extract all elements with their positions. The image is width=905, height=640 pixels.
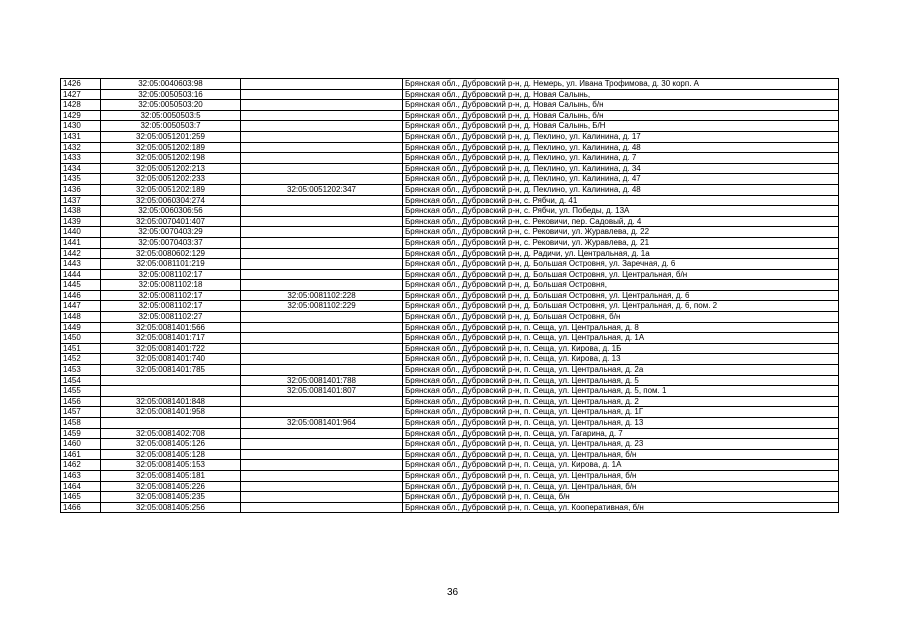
address-cell: Брянская обл., Дубровский р-н, с. Рековичи, пер. Садовый, д. 4 (403, 216, 839, 227)
related-cadastral-number-cell (241, 248, 403, 259)
cadastral-number-cell: 32:05:0081405:126 (101, 439, 241, 450)
table-row (61, 79, 839, 90)
table-row (61, 259, 839, 270)
address-cell: Брянская обл., Дубровский р-н, п. Сеща, ул. Центральная, д. 1Г (403, 407, 839, 418)
cadastral-number-cell: 32:05:0051202:198 (101, 153, 241, 164)
address-cell: Брянская обл., Дубровский р-н, п. Сеща, б/н (403, 492, 839, 503)
table-row (61, 280, 839, 291)
related-cadastral-number-cell: 32:05:0081102:228 (241, 290, 403, 301)
address-cell: Брянская обл., Дубровский р-н, с. Рековичи, ул. Журавлева, д. 21 (403, 237, 839, 248)
table-row (61, 407, 839, 418)
related-cadastral-number-cell (241, 449, 403, 460)
row-number-cell: 1466 (61, 502, 101, 513)
related-cadastral-number-cell (241, 163, 403, 174)
row-number-cell: 1436 (61, 184, 101, 195)
address-cell: Брянская обл., Дубровский р-н, п. Сеща, ул. Центральная, д. 5, пом. 1 (403, 386, 839, 397)
row-number-cell: 1441 (61, 237, 101, 248)
related-cadastral-number-cell (241, 237, 403, 248)
related-cadastral-number-cell (241, 121, 403, 132)
address-cell: Брянская обл., Дубровский р-н, п. Сеща, ул. Кирова, д. 1А (403, 460, 839, 471)
address-cell: Брянская обл., Дубровский р-н, п. Сеща, ул. Центральная, б/н (403, 481, 839, 492)
address-cell: Брянская обл., Дубровский р-н, с. Рябчи, д. 41 (403, 195, 839, 206)
cadastral-number-cell: 32:05:0050503:16 (101, 89, 241, 100)
table-row (61, 131, 839, 142)
related-cadastral-number-cell: 32:05:0051202:347 (241, 184, 403, 195)
cadastral-number-cell: 32:05:0070403:29 (101, 227, 241, 238)
row-number-cell: 1447 (61, 301, 101, 312)
address-cell: Брянская обл., Дубровский р-н, д. Немерь, ул. Ивана Трофимова, д. 30 корп. А (403, 79, 839, 90)
cadastral-number-cell: 32:05:0040603:98 (101, 79, 241, 90)
row-number-cell: 1445 (61, 280, 101, 291)
table-row (61, 386, 839, 397)
row-number-cell: 1427 (61, 89, 101, 100)
address-cell: Брянская обл., Дубровский р-н, д. Большая Островня, ул. Центральная, д. 6, пом. 2 (403, 301, 839, 312)
related-cadastral-number-cell (241, 481, 403, 492)
table-row (61, 481, 839, 492)
related-cadastral-number-cell (241, 439, 403, 450)
cadastral-number-cell: 32:05:0051202:233 (101, 174, 241, 185)
table-row (61, 449, 839, 460)
cadastral-number-cell (101, 375, 241, 386)
related-cadastral-number-cell (241, 343, 403, 354)
address-cell: Брянская обл., Дубровский р-н, п. Сеща, ул. Гагарина, д. 7 (403, 428, 839, 439)
table-row (61, 470, 839, 481)
row-number-cell: 1459 (61, 428, 101, 439)
address-cell: Брянская обл., Дубровский р-н, д. Новая Салынь, Б/Н (403, 121, 839, 132)
related-cadastral-number-cell (241, 89, 403, 100)
related-cadastral-number-cell (241, 153, 403, 164)
cadastral-number-cell: 32:05:0081405:153 (101, 460, 241, 471)
row-number-cell: 1455 (61, 386, 101, 397)
cadastral-number-cell: 32:05:0051202:213 (101, 163, 241, 174)
related-cadastral-number-cell (241, 322, 403, 333)
related-cadastral-number-cell (241, 142, 403, 153)
table-row (61, 121, 839, 132)
table-row (61, 418, 839, 429)
table-row (61, 195, 839, 206)
address-cell: Брянская обл., Дубровский р-н, д. Новая Салынь, б/н (403, 100, 839, 111)
address-cell: Брянская обл., Дубровский р-н, д. Большая Островня, (403, 280, 839, 291)
related-cadastral-number-cell (241, 365, 403, 376)
related-cadastral-number-cell (241, 396, 403, 407)
cadastral-number-cell: 32:05:0081102:17 (101, 269, 241, 280)
table-row (61, 153, 839, 164)
cadastral-number-cell: 32:05:0081405:235 (101, 492, 241, 503)
related-cadastral-number-cell (241, 100, 403, 111)
address-cell: Брянская обл., Дубровский р-н, п. Сеща, ул. Центральная, д. 8 (403, 322, 839, 333)
table-row (61, 227, 839, 238)
related-cadastral-number-cell (241, 428, 403, 439)
address-cell: Брянская обл., Дубровский р-н, д. Пеклино, ул. Калинина, д. 7 (403, 153, 839, 164)
address-cell: Брянская обл., Дубровский р-н, п. Сеща, ул. Центральная, д. 13 (403, 418, 839, 429)
row-number-cell: 1452 (61, 354, 101, 365)
related-cadastral-number-cell: 32:05:0081401:788 (241, 375, 403, 386)
related-cadastral-number-cell (241, 502, 403, 513)
address-cell: Брянская обл., Дубровский р-н, д. Пеклино, ул. Калинина, д. 48 (403, 184, 839, 195)
cadastral-number-cell: 32:05:0051202:189 (101, 184, 241, 195)
page-number: 36 (446, 587, 459, 598)
row-number-cell: 1437 (61, 195, 101, 206)
row-number-cell: 1464 (61, 481, 101, 492)
address-cell: Брянская обл., Дубровский р-н, с. Рековичи, ул. Журавлева, д. 22 (403, 227, 839, 238)
cadastral-number-cell: 32:05:0051201:259 (101, 131, 241, 142)
cadastral-number-cell: 32:05:0050503:5 (101, 110, 241, 121)
address-cell: Брянская обл., Дубровский р-н, с. Рябчи, ул. Победы, д. 13А (403, 206, 839, 217)
table-row (61, 312, 839, 323)
table-row (61, 502, 839, 513)
row-number-cell: 1444 (61, 269, 101, 280)
cadastral-number-cell: 32:05:0060304:274 (101, 195, 241, 206)
table-row (61, 492, 839, 503)
address-cell: Брянская обл., Дубровский р-н, д. Большая Островня, ул. Заречная, д. 6 (403, 259, 839, 270)
cadastral-number-cell: 32:05:0081401:848 (101, 396, 241, 407)
related-cadastral-number-cell (241, 312, 403, 323)
row-number-cell: 1448 (61, 312, 101, 323)
row-number-cell: 1431 (61, 131, 101, 142)
row-number-cell: 1454 (61, 375, 101, 386)
related-cadastral-number-cell (241, 407, 403, 418)
address-cell: Брянская обл., Дубровский р-н, д. Пеклино, ул. Калинина, д. 47 (403, 174, 839, 185)
related-cadastral-number-cell (241, 79, 403, 90)
related-cadastral-number-cell (241, 174, 403, 185)
table-row (61, 237, 839, 248)
table-row (61, 163, 839, 174)
table-row (61, 354, 839, 365)
cadastral-number-cell: 32:05:0081102:27 (101, 312, 241, 323)
cadastral-number-cell: 32:05:0050503:20 (101, 100, 241, 111)
row-number-cell: 1433 (61, 153, 101, 164)
row-number-cell: 1462 (61, 460, 101, 471)
row-number-cell: 1461 (61, 449, 101, 460)
row-number-cell: 1435 (61, 174, 101, 185)
related-cadastral-number-cell (241, 269, 403, 280)
row-number-cell: 1457 (61, 407, 101, 418)
related-cadastral-number-cell (241, 195, 403, 206)
row-number-cell: 1449 (61, 322, 101, 333)
cadastral-number-cell: 32:05:0081101:219 (101, 259, 241, 270)
related-cadastral-number-cell (241, 280, 403, 291)
address-cell: Брянская обл., Дубровский р-н, п. Сеща, ул. Кооперативная, б/н (403, 502, 839, 513)
table-row (61, 89, 839, 100)
cadastral-number-cell: 32:05:0070401:407 (101, 216, 241, 227)
cadastral-number-cell (101, 418, 241, 429)
cadastral-number-cell: 32:05:0081401:566 (101, 322, 241, 333)
address-cell: Брянская обл., Дубровский р-н, п. Сеща, ул. Кирова, д. 1Б (403, 343, 839, 354)
row-number-cell: 1442 (61, 248, 101, 259)
address-cell: Брянская обл., Дубровский р-н, д. Новая Салынь, (403, 89, 839, 100)
cadastral-number-cell: 32:05:0081102:18 (101, 280, 241, 291)
address-cell: Брянская обл., Дубровский р-н, д. Большая Островня, б/н (403, 312, 839, 323)
related-cadastral-number-cell (241, 492, 403, 503)
row-number-cell: 1432 (61, 142, 101, 153)
related-cadastral-number-cell (241, 227, 403, 238)
table-row (61, 206, 839, 217)
row-number-cell: 1465 (61, 492, 101, 503)
table-row (61, 322, 839, 333)
cadastral-number-cell: 32:05:0081102:17 (101, 301, 241, 312)
row-number-cell: 1426 (61, 79, 101, 90)
cadastral-number-cell: 32:05:0081405:181 (101, 470, 241, 481)
address-cell: Брянская обл., Дубровский р-н, д. Большая Островня, ул. Центральная, д. 6 (403, 290, 839, 301)
cadastral-number-cell: 32:05:0081405:128 (101, 449, 241, 460)
cadastral-number-cell (101, 386, 241, 397)
row-number-cell: 1453 (61, 365, 101, 376)
related-cadastral-number-cell: 32:05:0081401:964 (241, 418, 403, 429)
related-cadastral-number-cell (241, 216, 403, 227)
cadastral-number-cell: 32:05:0050503:7 (101, 121, 241, 132)
address-cell: Брянская обл., Дубровский р-н, д. Пеклино, ул. Калинина, д. 34 (403, 163, 839, 174)
row-number-cell: 1428 (61, 100, 101, 111)
registry-table (60, 78, 839, 513)
table-row (61, 142, 839, 153)
table-row (61, 100, 839, 111)
table-row (61, 248, 839, 259)
cadastral-number-cell: 32:05:0081401:722 (101, 343, 241, 354)
table-row (61, 439, 839, 450)
cadastral-number-cell: 32:05:0081405:256 (101, 502, 241, 513)
cadastral-number-cell: 32:05:0060306:56 (101, 206, 241, 217)
row-number-cell: 1434 (61, 163, 101, 174)
address-cell: Брянская обл., Дубровский р-н, д. Пеклино, ул. Калинина, д. 17 (403, 131, 839, 142)
cadastral-number-cell: 32:05:0081102:17 (101, 290, 241, 301)
table-row (61, 396, 839, 407)
address-cell: Брянская обл., Дубровский р-н, п. Сеща, ул. Центральная, б/н (403, 470, 839, 481)
address-cell: Брянская обл., Дубровский р-н, п. Сеща, ул. Кирова, д. 13 (403, 354, 839, 365)
address-cell: Брянская обл., Дубровский р-н, д. Пеклино, ул. Калинина, д. 48 (403, 142, 839, 153)
address-cell: Брянская обл., Дубровский р-н, д. Радичи, ул. Центральная, д. 1а (403, 248, 839, 259)
table-row (61, 333, 839, 344)
table-row (61, 269, 839, 280)
cadastral-number-cell: 32:05:0081405:226 (101, 481, 241, 492)
row-number-cell: 1450 (61, 333, 101, 344)
cadastral-number-cell: 32:05:0051202:189 (101, 142, 241, 153)
related-cadastral-number-cell (241, 460, 403, 471)
table-row (61, 365, 839, 376)
table-row (61, 184, 839, 195)
row-number-cell: 1456 (61, 396, 101, 407)
cadastral-number-cell: 32:05:0081401:785 (101, 365, 241, 376)
cadastral-number-cell: 32:05:0081401:740 (101, 354, 241, 365)
row-number-cell: 1458 (61, 418, 101, 429)
row-number-cell: 1451 (61, 343, 101, 354)
table-row (61, 460, 839, 471)
related-cadastral-number-cell (241, 333, 403, 344)
cadastral-number-cell: 32:05:0070403:37 (101, 237, 241, 248)
row-number-cell: 1430 (61, 121, 101, 132)
address-cell: Брянская обл., Дубровский р-н, п. Сеща, ул. Центральная, б/н (403, 449, 839, 460)
related-cadastral-number-cell (241, 470, 403, 481)
related-cadastral-number-cell (241, 259, 403, 270)
related-cadastral-number-cell (241, 354, 403, 365)
table-row (61, 174, 839, 185)
row-number-cell: 1439 (61, 216, 101, 227)
cadastral-number-cell: 32:05:0081401:958 (101, 407, 241, 418)
address-cell: Брянская обл., Дубровский р-н, п. Сеща, ул. Центральная, д. 23 (403, 439, 839, 450)
registry-table-body (61, 79, 839, 513)
table-row (61, 375, 839, 386)
related-cadastral-number-cell: 32:05:0081102:229 (241, 301, 403, 312)
row-number-cell: 1440 (61, 227, 101, 238)
address-cell: Брянская обл., Дубровский р-н, д. Новая Салынь, б/н (403, 110, 839, 121)
address-cell: Брянская обл., Дубровский р-н, п. Сеща, ул. Центральная, д. 1А (403, 333, 839, 344)
address-cell: Брянская обл., Дубровский р-н, п. Сеща, ул. Центральная, д. 2а (403, 365, 839, 376)
row-number-cell: 1443 (61, 259, 101, 270)
related-cadastral-number-cell (241, 131, 403, 142)
address-cell: Брянская обл., Дубровский р-н, п. Сеща, ул. Центральная, д. 5 (403, 375, 839, 386)
row-number-cell: 1463 (61, 470, 101, 481)
address-cell: Брянская обл., Дубровский р-н, п. Сеща, ул. Центральная, д. 2 (403, 396, 839, 407)
table-row (61, 290, 839, 301)
table-row (61, 301, 839, 312)
table-row (61, 110, 839, 121)
table-row (61, 428, 839, 439)
related-cadastral-number-cell (241, 206, 403, 217)
cadastral-number-cell: 32:05:0080602:129 (101, 248, 241, 259)
row-number-cell: 1429 (61, 110, 101, 121)
row-number-cell: 1460 (61, 439, 101, 450)
cadastral-number-cell: 32:05:0081402:708 (101, 428, 241, 439)
table-row (61, 343, 839, 354)
related-cadastral-number-cell: 32:05:0081401:807 (241, 386, 403, 397)
table-row (61, 216, 839, 227)
row-number-cell: 1438 (61, 206, 101, 217)
related-cadastral-number-cell (241, 110, 403, 121)
cadastral-number-cell: 32:05:0081401:717 (101, 333, 241, 344)
row-number-cell: 1446 (61, 290, 101, 301)
address-cell: Брянская обл., Дубровский р-н, д. Большая Островня, ул. Центральная, б/н (403, 269, 839, 280)
